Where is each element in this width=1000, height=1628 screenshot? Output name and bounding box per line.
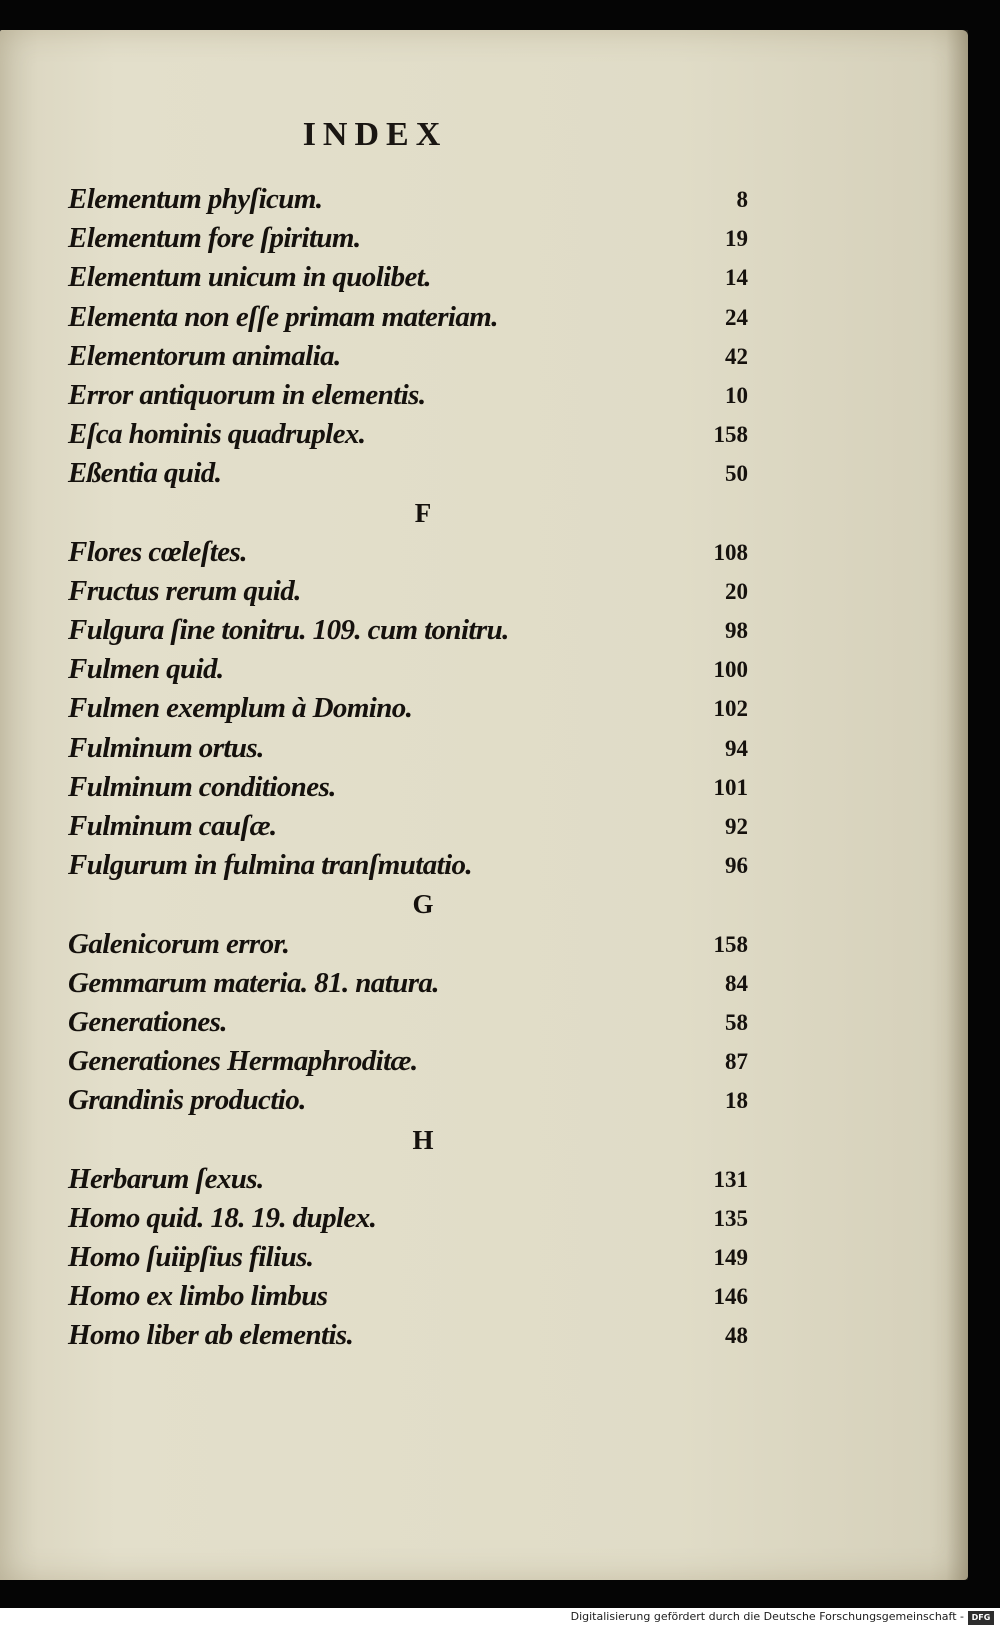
entry-text: Error antiquorum in elementis. bbox=[68, 378, 426, 411]
entry-text: Herbarum ſexus. bbox=[68, 1162, 264, 1195]
entry-page-number: 100 bbox=[713, 657, 748, 683]
index-entry bbox=[68, 1003, 748, 1042]
index-entry bbox=[68, 846, 748, 885]
section-letter: H bbox=[412, 1124, 434, 1155]
entry-text: Homo liber ab elementis. bbox=[68, 1319, 354, 1352]
index-entry bbox=[68, 219, 748, 258]
entry-page-number: 19 bbox=[725, 226, 748, 252]
entry-text: Fulminum conditiones. bbox=[68, 770, 336, 803]
index-entry bbox=[68, 729, 748, 768]
index-entry bbox=[68, 454, 748, 493]
entry-page-number: 101 bbox=[713, 774, 748, 800]
index-entry bbox=[68, 1042, 748, 1081]
book-page bbox=[0, 30, 968, 1580]
index-entry bbox=[68, 1160, 748, 1199]
index-entry bbox=[68, 807, 748, 846]
entry-page-number: 10 bbox=[725, 382, 748, 408]
entry-text: Elementum phyſicum. bbox=[68, 183, 323, 215]
entry-text: Gemmarum materia. 81. natura. bbox=[68, 966, 439, 999]
digitization-footer bbox=[0, 1608, 1000, 1628]
index-entry bbox=[68, 376, 748, 415]
index-entry bbox=[68, 611, 748, 650]
entry-page-number: 84 bbox=[725, 970, 748, 996]
index-entry bbox=[68, 689, 748, 728]
index-entry bbox=[68, 650, 748, 689]
entry-text: Homo ex limbo limbus bbox=[68, 1280, 328, 1313]
entry-page-number: 14 bbox=[725, 265, 748, 291]
index-entry bbox=[68, 298, 748, 337]
section-letter: G bbox=[412, 889, 434, 920]
index-entry bbox=[68, 1199, 748, 1238]
funding-credit: Digitalisierung gefördert durch die Deutsche Forschungsgemeinschaft - bbox=[570, 1610, 964, 1623]
entry-page-number: 146 bbox=[713, 1284, 748, 1310]
entry-text: Elementa non eſſe primam materiam. bbox=[68, 300, 498, 333]
index-entry bbox=[68, 1238, 748, 1277]
entry-text: Fulmen quid. bbox=[68, 653, 224, 686]
page-header: INDEX bbox=[302, 116, 448, 153]
entry-text: Fulminum ortus. bbox=[68, 731, 264, 764]
entry-text: Fulgurum in fulmina tranſmutatio. bbox=[68, 849, 473, 882]
entry-page-number: 135 bbox=[713, 1205, 748, 1231]
entry-text: Generationes. bbox=[68, 1005, 227, 1038]
index-entry bbox=[68, 964, 748, 1003]
entry-page-number: 50 bbox=[725, 461, 748, 487]
entry-page-number: 96 bbox=[725, 853, 748, 879]
index-entry bbox=[68, 258, 748, 297]
entry-page-number: 108 bbox=[713, 539, 748, 565]
entry-page-number: 48 bbox=[725, 1323, 748, 1349]
entry-page-number: 58 bbox=[725, 1009, 748, 1035]
entry-text: Homo ſuiipſius filius. bbox=[68, 1241, 314, 1274]
entry-page-number: 149 bbox=[713, 1245, 748, 1271]
dfg-logo: DFG bbox=[968, 1611, 994, 1625]
index-entry bbox=[68, 180, 748, 219]
entry-text: Elementum unicum in quolibet. bbox=[68, 261, 431, 294]
entry-page-number: 131 bbox=[713, 1166, 748, 1192]
entry-page-number: 8 bbox=[736, 187, 748, 212]
index-entry bbox=[68, 415, 748, 454]
entry-page-number: 158 bbox=[713, 931, 748, 957]
index-entry bbox=[68, 1316, 748, 1355]
entry-page-number: 42 bbox=[725, 343, 748, 369]
entry-page-number: 94 bbox=[725, 735, 748, 761]
index-entry bbox=[68, 1081, 748, 1120]
entry-text: Eſca hominis quadruplex. bbox=[68, 418, 366, 451]
entry-page-number: 24 bbox=[725, 304, 748, 330]
page-edge-shadow bbox=[946, 30, 968, 1580]
entry-text: Generationes Hermaphroditæ. bbox=[68, 1045, 418, 1078]
entry-text: Galenicorum error. bbox=[68, 927, 290, 960]
entry-page-number: 98 bbox=[725, 618, 748, 644]
entry-page-number: 87 bbox=[725, 1049, 748, 1075]
entry-text: Homo quid. 18. 19. duplex. bbox=[68, 1201, 377, 1234]
section-letter: F bbox=[414, 497, 432, 528]
entry-text: Fructus rerum quid. bbox=[68, 574, 301, 607]
index-entry bbox=[68, 768, 748, 807]
entry-text: Fulgura ſine tonitru. 109. cum tonitru. bbox=[68, 614, 509, 647]
entry-page-number: 20 bbox=[725, 578, 748, 604]
entry-page-number: 158 bbox=[713, 422, 748, 448]
entry-text: Eßentia quid. bbox=[68, 457, 222, 490]
entry-text: Elementorum animalia. bbox=[68, 339, 341, 372]
index-entry bbox=[68, 533, 748, 572]
index-entry bbox=[68, 572, 748, 611]
entry-text: Elementum fore ſpiritum. bbox=[68, 222, 361, 255]
index-entries bbox=[68, 180, 748, 1356]
entry-text: Fulminum cauſæ. bbox=[68, 810, 277, 842]
entry-text: Grandinis productio. bbox=[68, 1084, 306, 1117]
index-entry bbox=[68, 337, 748, 376]
entry-page-number: 102 bbox=[713, 696, 748, 722]
entry-text: Flores cœleſtes. bbox=[68, 535, 247, 568]
entry-page-number: 18 bbox=[725, 1088, 748, 1114]
entry-page-number: 92 bbox=[725, 814, 748, 839]
entry-text: Fulmen exemplum à Domino. bbox=[68, 692, 413, 725]
index-entry bbox=[68, 925, 748, 964]
index-entry bbox=[68, 1277, 748, 1316]
